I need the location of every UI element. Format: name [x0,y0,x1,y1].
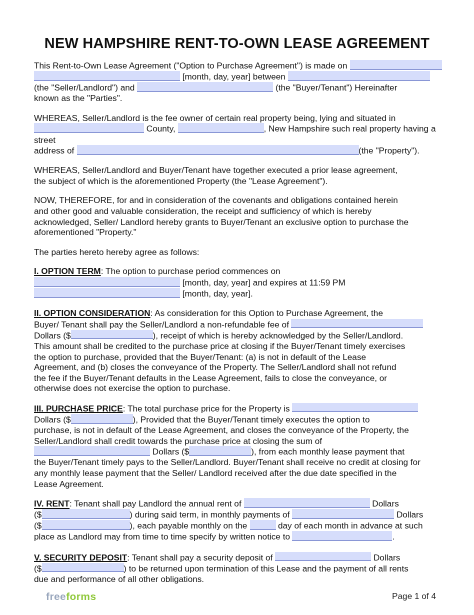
section-security-deposit [34,552,446,585]
section-rent [34,498,446,542]
section-heading: III. PURCHASE PRICE [34,403,123,414]
tenant-notice-field[interactable] [292,531,395,542]
whereas-text: County, [146,123,176,134]
annual-rent-words-field[interactable] [244,498,370,508]
page-number: Page 1 of 4 [392,591,436,601]
section-purchase-price [34,403,446,489]
property-address-field[interactable] [77,145,359,155]
paragraph-text: The parties hereto hereby agree as follows: [34,246,200,257]
section-text: This amount shall be credited to the purchase price at closing if the Buyer/Tenant timely exercises [34,340,406,351]
option-start-date-field[interactable] [34,277,180,287]
paragraph-text: NOW, THEREFORE, for and in consideration of the covenants and obligations contained herein [34,195,398,206]
section-text: Lease Agreement. [34,478,104,489]
city-field[interactable] [178,123,264,133]
now-therefore-paragraph [34,195,446,237]
page-footer [0,591,474,615]
whereas-text: , New Hampshire such real property having a street [34,123,436,145]
whereas-text: WHEREAS, Seller/Landlord and Buyer/Tenant have together executed a prior lease agreement, [34,165,398,176]
agreement-date-field[interactable] [350,60,442,70]
section-text: : The option to purchase period commences on [100,266,281,277]
whereas-text: the subject of which is the aforementioned Property (the "Lease Agreement"). [34,175,328,186]
intro-paragraph [34,60,446,104]
purchase-price-amount-field[interactable] [71,414,133,424]
document-body [34,60,446,593]
section-text: ($ [34,563,42,574]
intro-text: This Rent-to-Own Lease Agreement ("Option to Purchase Agreement") is made on [34,60,348,71]
section-option-consideration [34,308,446,394]
deposit-words-field[interactable] [275,552,371,562]
section-text: [month, day, year] and expires at 11:59 PM [182,277,346,288]
intro-text: (the "Buyer/Tenant") Hereinafter [275,82,398,93]
section-option-term [34,266,446,299]
credit-amount-field[interactable] [189,446,251,456]
section-text: Dollars ($ [152,446,190,457]
section-text: ), from each monthly lease payment that [251,446,405,457]
section-text: ($ [34,520,42,531]
document-title: NEW HAMPSHIRE RENT-TO-OWN LEASE AGREEMENT [44,36,430,52]
paragraph-text: and other good and valuable consideration, the receipt and sufficiency of which is hereby [34,206,372,217]
section-text: the Buyer/Tenant timely pays to the Seller/Landlord. Buyer/Tenant shall receive no credit at closing for [34,457,421,468]
section-heading: I. OPTION TERM [34,266,101,277]
section-text: place as Landlord may from time to time specify by written notice to [34,531,291,542]
option-end-date-field[interactable] [34,288,180,298]
agree-paragraph [34,247,446,258]
section-text: : As consideration for this Option to Purchase Agreement, the [150,308,383,319]
monthly-rent-words-field[interactable] [292,509,394,519]
paragraph-text: aforementioned "Property." [34,227,137,238]
agreement-date-field-2[interactable] [34,71,180,81]
option-fee-words-field[interactable] [291,319,423,329]
section-text: Dollars ($ [34,414,71,425]
section-text: : The total purchase price for the Property is [122,403,290,414]
section-text: Agreement, and (b) closes the conveyance of the Property. The Seller/Landlord shall not refund [34,362,397,373]
section-text: any monthly lease payment that the Seller/ Landlord received after the due date specified in the [34,468,397,478]
credit-words-field[interactable] [34,446,150,456]
whereas-text: (the "Property"). [358,145,420,156]
whereas-paragraph-2 [34,165,446,186]
intro-text: known as the "Parties". [34,93,123,104]
section-text: Dollars [372,498,399,509]
logo-text-free: free [46,591,67,603]
intro-text: [month, day, year] between [182,71,286,82]
annual-rent-amount-field[interactable] [42,509,130,519]
intro-text: (the "Seller/Landlord") and [34,82,135,93]
section-text: ) during said term, in monthly payments of [129,509,290,520]
section-text: Seller/Landlord shall credit towards the purchase price at closing the sum of [34,435,323,446]
section-text: the option to purchase, provided that the Buyer/Tenant: (a) is not in default of the Lease [34,351,367,362]
section-text: : Tenant shall pay Landlord the annual rent of [69,498,242,509]
deposit-amount-field[interactable] [42,563,124,573]
whereas-text: address of [34,145,75,156]
whereas-text: WHEREAS, Seller/Landlord is the fee owner of certain real property being, lying and situated in [34,112,396,123]
section-text: ), Provided that the Buyer/Tenant timely executes the option to [132,414,370,425]
buyer-name-field[interactable] [137,82,273,92]
section-text: day of each month in advance at such [277,520,423,531]
section-text: ), receipt of which is hereby acknowledged by the Seller/Landlord. [152,330,404,341]
logo-text-forms: forms [66,591,97,603]
section-text: . [392,531,395,542]
freeforms-logo [46,591,96,603]
county-field[interactable] [34,123,144,133]
section-text: Dollars [373,552,401,563]
section-text: Dollars [396,509,424,520]
section-heading: V. SECURITY DEPOSIT [34,552,128,563]
section-text: ($ [34,509,42,520]
paragraph-text: acknowledged, Seller/ Landlord hereby grants to Buyer/Tenant an exclusive option to purchase the [34,216,409,227]
section-text: : Tenant shall pay a security deposit of [127,552,273,563]
section-text: the fee if the Buyer/Tenant defaults in the Lease Agreement, fails to close the conveyance, or [34,372,388,383]
section-heading: IV. RENT [34,498,70,509]
rent-due-day-field[interactable] [250,520,276,530]
whereas-paragraph-1 [34,113,446,156]
section-text: ), each payable monthly on the [129,520,248,531]
option-fee-amount-field[interactable] [71,330,153,340]
section-heading: II. OPTION CONSIDERATION [34,308,151,319]
purchase-price-words-field[interactable] [292,403,418,413]
section-text: due and performance of all other obligations. [34,573,205,584]
monthly-rent-amount-field[interactable] [42,520,130,530]
section-text: Dollars ($ [34,330,71,341]
seller-name-field[interactable] [288,71,430,81]
section-text: otherwise does not exercise the option to purchase. [34,383,231,394]
section-text: Buyer/ Tenant shall pay the Seller/Landlord a non-refundable fee of [34,319,289,330]
section-text: [month, day, year]. [182,288,253,299]
section-text: purchase, is not in default of the Lease Agreement, and closes the conveyance of the Property, the [34,425,409,436]
section-text: ) to be returned upon termination of this Lease and the payment of all rents [123,563,409,574]
